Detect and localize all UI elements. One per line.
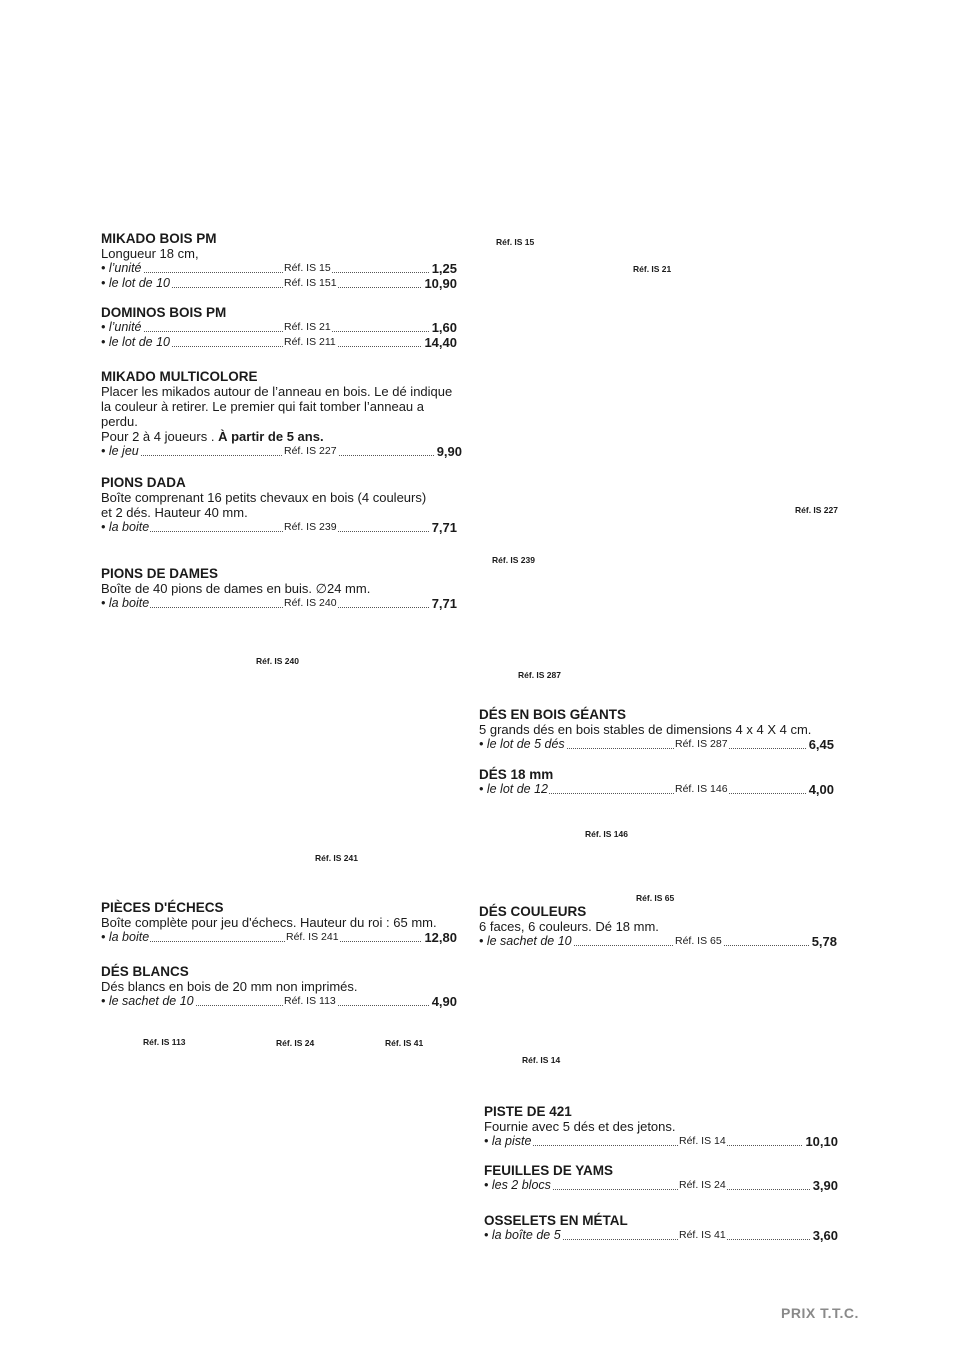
price-line [101,994,457,1009]
image-ref-is41: Réf. IS 41 [385,1038,424,1048]
price-line [479,934,837,949]
price: 10,10 [805,1134,838,1149]
price-line [101,276,457,291]
price-line [101,520,457,535]
product-des-couleurs [479,904,837,949]
product-piste-421 [484,1104,838,1149]
price-line [101,444,462,459]
unit-label: • l’unité [101,320,142,334]
product-osselets [484,1213,838,1243]
image-ref-is241: Réf. IS 241 [315,853,358,863]
unit-label: • les 2 blocs [484,1178,551,1192]
image-ref-is227: Réf. IS 227 [795,505,838,515]
product-description: 6 faces, 6 couleurs. Dé 18 mm. [479,919,659,934]
image-ref-is240: Réf. IS 240 [256,656,299,666]
product-title: PIONS DADA [101,475,186,490]
price-line [101,261,457,276]
image-ref-is146: Réf. IS 146 [585,829,628,839]
image-ref-is287: Réf. IS 287 [518,670,561,680]
product-title: DÉS BLANCS [101,964,189,979]
price: 6,45 [808,737,834,752]
product-description [101,429,462,444]
product-title: DÉS EN BOIS GÉANTS [479,707,627,722]
reference: Réf. IS 41 [679,1229,726,1241]
price: 5,78 [811,934,837,949]
reference: Réf. IS 146 [675,783,728,795]
product-description: Boîte complète pour jeu d'échecs. Hauteur du roi : 65 mm. [101,915,437,930]
reference: Réf. IS 151 [284,277,337,289]
product-mikado-multicolore [101,369,462,459]
unit-label: • le lot de 10 [101,276,171,290]
product-description: Dés blancs en bois de 20 mm non imprimés. [101,979,358,994]
product-title: PIÈCES D'ÉCHECS [101,900,224,915]
unit-label: • le lot de 12 [479,782,549,796]
image-ref-is21: Réf. IS 21 [633,264,672,274]
reference: Réf. IS 21 [284,321,331,333]
product-description: Placer les mikados autour de l’anneau en bois. Le dé indique [101,384,453,399]
price: 14,40 [424,335,457,350]
price: 1,60 [431,320,457,335]
reference: Réf. IS 113 [284,995,336,1007]
product-des-geants [479,707,834,752]
price: 1,25 [431,261,457,276]
image-ref-is14: Réf. IS 14 [522,1055,561,1065]
product-title: PISTE DE 421 [484,1104,572,1119]
image-ref-is24: Réf. IS 24 [276,1038,315,1048]
product-title: MIKADO BOIS PM [101,231,217,246]
price: 4,90 [431,994,457,1009]
age-text: À partir de 5 ans. [218,429,324,444]
image-ref-is113: Réf. IS 113 [143,1037,186,1047]
price-line [101,596,457,611]
product-title: PIONS DE DAMES [101,566,219,581]
image-ref-is65: Réf. IS 65 [636,893,675,903]
reference: Réf. IS 287 [675,738,728,750]
product-description: 5 grands dés en bois stables de dimensions 4 x 4 X 4 cm. [479,722,812,737]
product-mikado-bois [101,231,457,291]
product-title: DÉS 18 mm [479,767,554,782]
unit-label: • le sachet de 10 [479,934,572,948]
product-des-18mm [479,767,834,797]
product-description: Boîte comprenant 16 petits chevaux en bois (4 couleurs) [101,490,427,505]
price: 10,90 [424,276,457,291]
product-title: DOMINOS BOIS PM [101,305,227,320]
unit-label: • la boite [101,596,150,610]
product-title: DÉS COULEURS [479,904,587,919]
unit-label: • la boite [101,930,150,944]
reference: Réf. IS 240 [284,597,337,609]
product-description: Fournie avec 5 dés et des jetons. [484,1119,676,1134]
reference: Réf. IS 65 [675,935,722,947]
footer-price-note: PRIX T.T.C. [781,1305,859,1321]
unit-label: • le jeu [101,444,139,458]
unit-label: • la piste [484,1134,532,1148]
price: 7,71 [431,520,457,535]
price: 3,60 [812,1228,838,1243]
reference: Réf. IS 14 [679,1135,726,1147]
product-description: Boîte de 40 pions de dames en buis. ∅24 mm. [101,581,371,596]
price-line [479,782,834,797]
product-title: FEUILLES DE YAMS [484,1163,614,1178]
product-description: et 2 dés. Hauteur 40 mm. [101,505,248,520]
product-title: OSSELETS EN MÉTAL [484,1213,628,1228]
reference: Réf. IS 15 [284,262,331,274]
price-line [101,335,457,350]
reference: Réf. IS 227 [284,445,337,457]
price: 9,90 [436,444,462,459]
price-line [101,930,457,945]
product-pions-dada [101,475,457,535]
image-ref-is15: Réf. IS 15 [496,237,535,247]
product-feuilles-yams [484,1163,838,1193]
price: 7,71 [431,596,457,611]
price-line [479,737,834,752]
price: 3,90 [812,1178,838,1193]
price: 4,00 [808,782,834,797]
product-description: Longueur 18 cm, [101,246,199,261]
price-line [484,1178,838,1193]
unit-label: • le sachet de 10 [101,994,194,1008]
unit-label: • l’unité [101,261,142,275]
product-des-blancs [101,964,457,1009]
price-line [484,1228,838,1243]
unit-label: • la boîte de 5 [484,1228,561,1242]
product-description: la couleur à retirer. Le premier qui fait tomber l’anneau a perdu. [101,399,425,429]
unit-label: • le lot de 5 dés [479,737,565,751]
price-line [101,320,457,335]
product-dominos [101,305,457,350]
reference: Réf. IS 211 [284,336,336,348]
product-pions-dames [101,566,457,611]
product-title: MIKADO MULTICOLORE [101,369,258,384]
product-echecs [101,900,457,945]
reference: Réf. IS 241 [286,931,339,943]
price-line [484,1134,838,1149]
players-text: Pour 2 à 4 joueurs . [101,429,215,444]
unit-label: • le lot de 10 [101,335,171,349]
image-ref-is239: Réf. IS 239 [492,555,535,565]
reference: Réf. IS 239 [284,521,337,533]
unit-label: • la boite [101,520,150,534]
reference: Réf. IS 24 [679,1179,726,1191]
price: 12,80 [424,930,457,945]
